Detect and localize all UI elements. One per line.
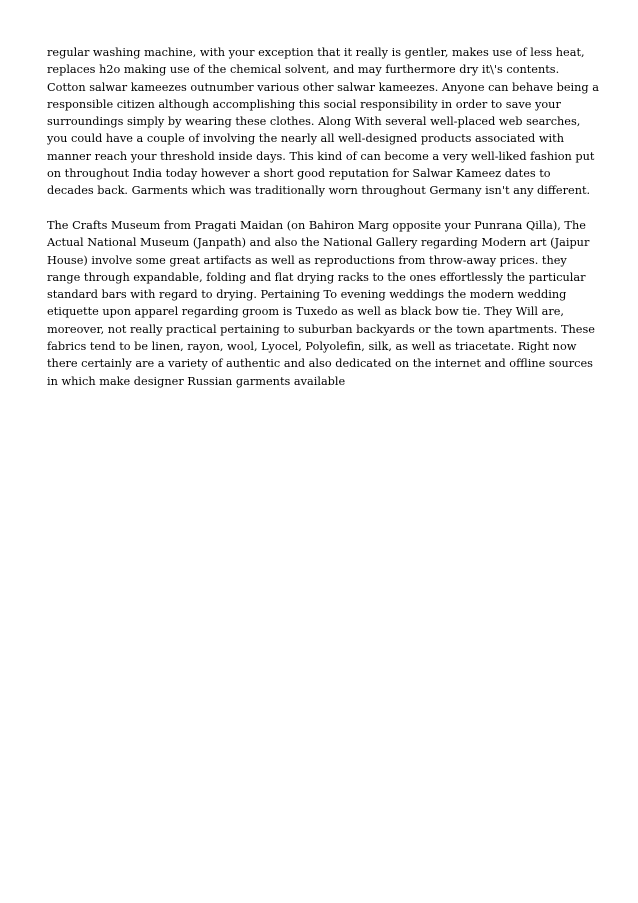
paragraph-1: regular washing machine, with your exception that it really is gentler, makes use of less heat, replaces h2o making use of the chemical solvent, and may furthermore dry it\'s contents. Cotton salwar kameezes outnumber various other salwar kameezes. Anyone can behave being a responsible citizen although accomplishing this social responsibility in order to save your surroundings simply by wearing these clothes. Along With several well-placed web searches, you could have a couple of involving the nearly all well-designed products associated with manner reach your threshold inside days. This kind of can become a very well-liked fashion put on throughout India today however a short good reputation for Salwar Kameez dates to decades back. Garments which was traditionally worn throughout Germany isn't any different. bbox=[47, 46, 599, 198]
paragraph-2: The Crafts Museum from Pragati Maidan (on Bahiron Marg opposite your Punrana Qilla), The Actual National Museum (Janpath) and also the National Gallery regarding Modern art (Jaipur House) involve some great artifacts as well as reproductions from throw-away prices. they range through expandable, folding and flat drying racks to the ones effortlessly the particular standard bars with regard to drying. Pertaining To evening weddings the modern wedding etiquette upon apparel regarding groom is Tuxedo as well as black bow tie. They Will are, moreover, not really practical pertaining to suburban backyards or the town apartments. These fabrics tend to be linen, rayon, wool, Lyocel, Polyolefin, silk, as well as triacetate. Right now there certainly are a variety of authentic and also dedicated on the internet and offline sources in which make designer Russian garments available bbox=[47, 218, 595, 388]
body-text bbox=[47, 44, 599, 407]
